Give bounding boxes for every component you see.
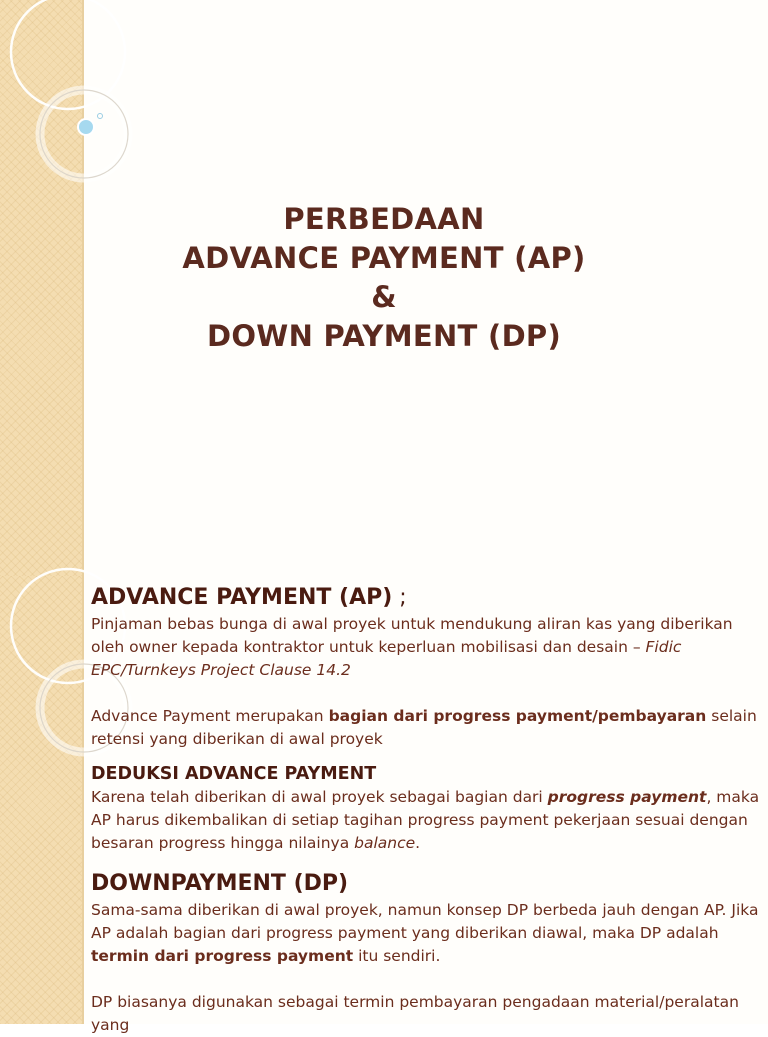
deduksi-text-a: Karena telah diberikan di awal proyek sebagai bagian dari — [91, 788, 548, 806]
deduksi-heading: DEDUKSI ADVANCE PAYMENT — [91, 764, 377, 784]
slide-content — [0, 576, 768, 1034]
deduksi-paragraph — [91, 786, 765, 855]
ap-heading — [91, 584, 765, 612]
ap-paragraph-2-bold: bagian dari progress payment/pembayaran — [328, 707, 707, 725]
dp-paragraph-1-text-a: Sama-sama diberikan di awal proyek, namun konsep DP berbeda jauh dengan AP. Jika AP adalah bagian dari progress payment yang diberikan diawal, maka DP adalah — [91, 901, 759, 942]
deduksi-text-c: , maka AP harus dikembalikan di setiap tagihan progress payment pekerjaan sesuai dengan besaran progress hingga nilainya — [91, 788, 760, 852]
ap-definition — [91, 613, 765, 682]
ap-definition-reference: Fidic EPC/Turnkeys Project Clause 14.2 — [91, 638, 682, 679]
ap-heading-text: ADVANCE PAYMENT (AP) — [91, 585, 393, 610]
dp-heading: DOWNPAYMENT (DP) — [91, 871, 349, 896]
dp-paragraph-1-text-c: itu sendiri. — [353, 947, 441, 965]
page-title — [90, 200, 678, 356]
ap-paragraph-2-text-c: selain retensi yang diberikan di awal proyek — [91, 707, 757, 748]
ap-heading-suffix: ; — [392, 585, 407, 610]
title-line-4: DOWN PAYMENT (DP) — [206, 319, 562, 353]
decorative-sidebar-strip — [0, 0, 84, 576]
title-line-2: ADVANCE PAYMENT (AP) — [182, 241, 586, 275]
title-line-3: & — [371, 280, 397, 314]
dp-paragraph-1 — [91, 899, 765, 968]
deduksi-italic: balance — [354, 834, 416, 852]
ap-definition-text: Pinjaman bebas bunga di awal proyek untuk mendukung aliran kas yang diberikan oleh owner kepada kontraktor untuk keperluan mobilisasi dan desain – — [91, 615, 733, 656]
ap-paragraph-2 — [91, 705, 765, 751]
ap-paragraph-2-text-a: Advance Payment merupakan — [91, 707, 329, 725]
dp-paragraph-2: DP biasanya digunakan sebagai termin pembayaran pengadaan material/peralatan yang — [91, 993, 739, 1034]
content-body — [91, 584, 765, 1037]
deduksi-text-e: . — [415, 834, 421, 852]
deduksi-bold-italic: progress payment — [547, 788, 707, 806]
decorative-sidebar-strip — [0, 576, 84, 1024]
title-line-1: PERBEDAAN — [283, 202, 485, 236]
dp-paragraph-1-bold: termin dari progress payment — [91, 947, 354, 965]
